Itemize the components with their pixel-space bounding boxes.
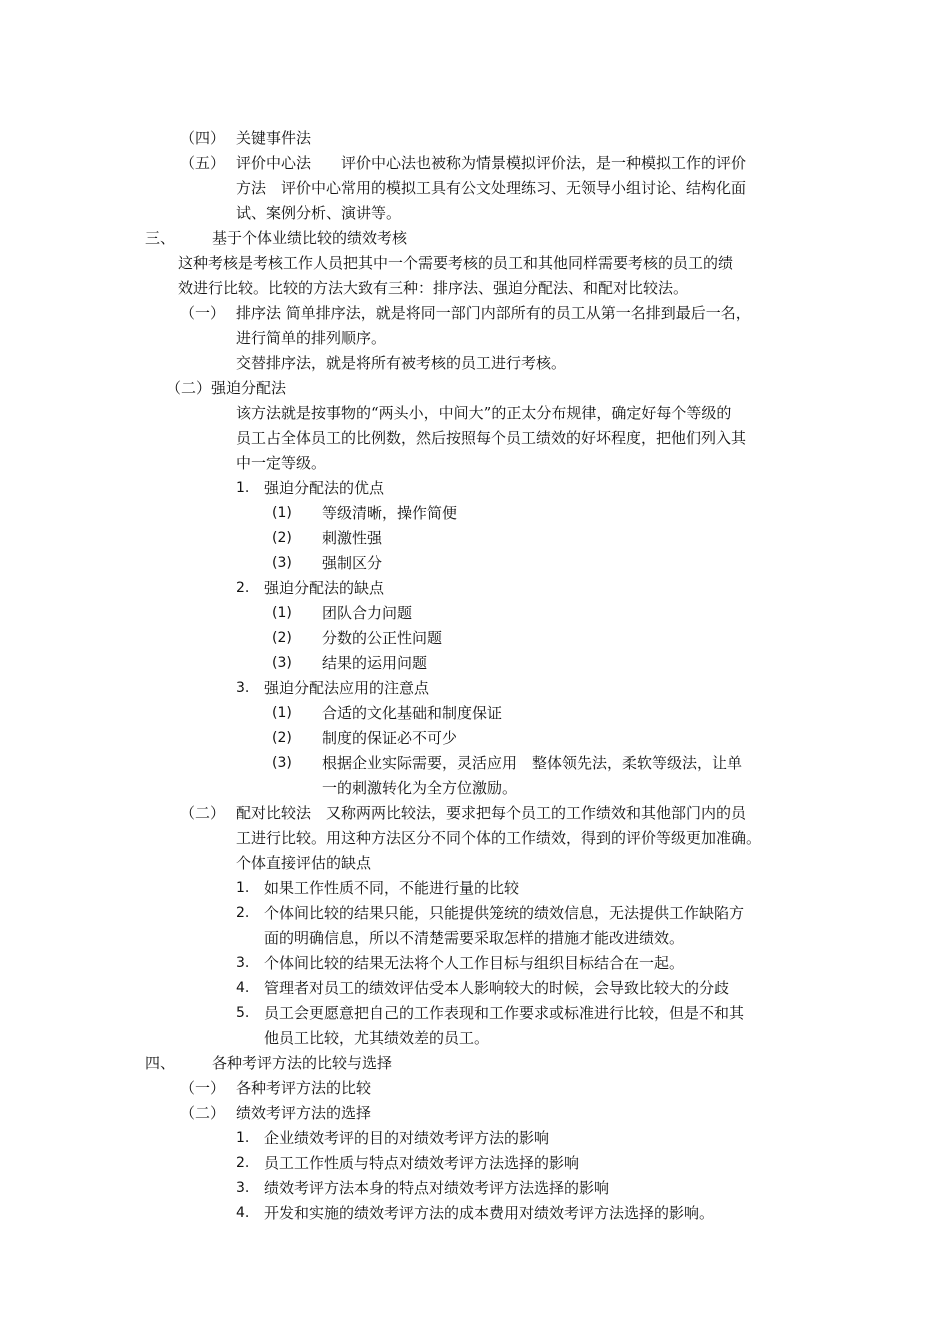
sub-list-item: 结果的运用问题 — [322, 654, 428, 672]
list-marker: （五） — [180, 154, 226, 172]
list-item-continued: 面的明确信息，所以不清楚需要采取怎样的措施才能改进绩效。 — [264, 929, 685, 947]
sub-list-item: 根据企业实际需要，灵活应用 整体领先法，柔软等级法，让单 — [322, 754, 743, 772]
sub-list-number: (2) — [272, 530, 292, 546]
list-number: 2. — [236, 580, 250, 596]
sub-list-number: (2) — [272, 630, 292, 646]
paragraph-line: 个体直接评估的缺点 — [236, 854, 372, 872]
list-item: 如果工作性质不同，不能进行量的比较 — [264, 879, 520, 897]
heading-key-event-method: 关键事件法 — [236, 129, 312, 147]
paragraph-line: 交替排序法，就是将所有被考核的员工进行考核。 — [236, 354, 567, 372]
list-number: 2. — [236, 905, 250, 921]
list-item: 强迫分配法应用的注意点 — [264, 679, 430, 697]
list-item: 企业绩效考评的目的对绩效考评方法的影响 — [264, 1129, 550, 1147]
paragraph-line: 中一定等级。 — [236, 454, 327, 472]
paragraph-line: 工进行比较。用这种方法区分不同个体的工作绩效，得到的评价等级更加准确。 — [236, 829, 762, 847]
sub-list-item: 强制区分 — [322, 554, 383, 572]
list-item: 强迫分配法的优点 — [264, 479, 385, 497]
paragraph-line: 该方法就是按事物的“两头小，中间大”的正太分布规律，确定好每个等级的 — [236, 404, 732, 422]
section-title: 基于个体业绩比较的绩效考核 — [212, 229, 408, 247]
sub-list-item: 刺激性强 — [322, 529, 383, 547]
list-marker: （一） — [180, 304, 226, 322]
paragraph-line: 配对比较法 又称两两比较法，要求把每个员工的工作绩效和其他部门内的员 — [236, 804, 747, 822]
paragraph-line: 员工占全体员工的比例数，然后按照每个员工绩效的好坏程度，把他们列入其 — [236, 429, 747, 447]
sub-list-number: (3) — [272, 555, 292, 571]
sub-list-number: (3) — [272, 755, 292, 771]
list-number: 3. — [236, 1180, 250, 1196]
sub-list-item: 等级清晰，操作简便 — [322, 504, 458, 522]
list-marker: （二） — [180, 1104, 226, 1122]
sub-list-item: 团队合力问题 — [322, 604, 413, 622]
list-number: 1. — [236, 480, 250, 496]
sub-list-number: (1) — [272, 705, 292, 721]
list-item: 开发和实施的绩效考评方法的成本费用对绩效考评方法选择的影响。 — [264, 1204, 715, 1222]
section-title: 各种考评方法的比较与选择 — [212, 1054, 393, 1072]
list-number: 1. — [236, 1130, 250, 1146]
paragraph-line: 排序法 简单排序法，就是将同一部门内部所有的员工从第一名排到最后一名， — [236, 304, 751, 322]
list-number: 3. — [236, 955, 250, 971]
subsection-heading: 各种考评方法的比较 — [236, 1079, 372, 1097]
sub-list-item-continued: 一的刺激转化为全方位激励。 — [322, 779, 518, 797]
paragraph-line: 效进行比较。比较的方法大致有三种：排序法、强迫分配法、和配对比较法。 — [178, 279, 689, 297]
paragraph-line: 这种考核是考核工作人员把其中一个需要考核的员工和其他同样需要考核的员工的绩 — [178, 254, 734, 272]
list-item: 强迫分配法的缺点 — [264, 579, 385, 597]
list-item-continued: 他员工比较，尤其绩效差的员工。 — [264, 1029, 490, 1047]
sub-list-number: (1) — [272, 505, 292, 521]
list-number: 4. — [236, 1205, 250, 1221]
list-item: 个体间比较的结果只能，只能提供笼统的绩效信息，无法提供工作缺陷方 — [264, 904, 745, 922]
sub-list-item: 制度的保证必不可少 — [322, 729, 458, 747]
list-number: 3. — [236, 680, 250, 696]
list-item: 个体间比较的结果无法将个人工作目标与组织目标结合在一起。 — [264, 954, 685, 972]
section-number: 四、 — [145, 1054, 176, 1072]
list-marker: （一） — [180, 1079, 226, 1097]
sub-list-number: (2) — [272, 730, 292, 746]
list-number: 2. — [236, 1155, 250, 1171]
subsection-heading: 绩效考评方法的选择 — [236, 1104, 372, 1122]
list-marker: （二） — [180, 804, 226, 822]
sub-list-item: 合适的文化基础和制度保证 — [322, 704, 503, 722]
subsection-heading: （二）强迫分配法 — [166, 379, 287, 397]
list-marker: （四） — [180, 129, 226, 147]
paragraph-line: 评价中心法 评价中心法也被称为情景模拟评价法，是一种模拟工作的评价 — [236, 154, 747, 172]
section-number: 三、 — [145, 229, 176, 247]
paragraph-line: 方法 评价中心常用的模拟工具有公文处理练习、无领导小组讨论、结构化面 — [236, 179, 747, 197]
list-item: 员工工作性质与特点对绩效考评方法选择的影响 — [264, 1154, 580, 1172]
sub-list-number: (3) — [272, 655, 292, 671]
list-item: 绩效考评方法本身的特点对绩效考评方法选择的影响 — [264, 1179, 610, 1197]
list-item: 员工会更愿意把自己的工作表现和工作要求或标准进行比较，但是不和其 — [264, 1004, 745, 1022]
list-number: 1. — [236, 880, 250, 896]
list-item: 管理者对员工的绩效评估受本人影响较大的时候，会导致比较大的分歧 — [264, 979, 730, 997]
sub-list-number: (1) — [272, 605, 292, 621]
list-number: 5. — [236, 1005, 250, 1021]
paragraph-line: 进行简单的排列顺序。 — [236, 329, 387, 347]
sub-list-item: 分数的公正性问题 — [322, 629, 443, 647]
paragraph-line: 试、案例分析、演讲等。 — [236, 204, 402, 222]
list-number: 4. — [236, 980, 250, 996]
